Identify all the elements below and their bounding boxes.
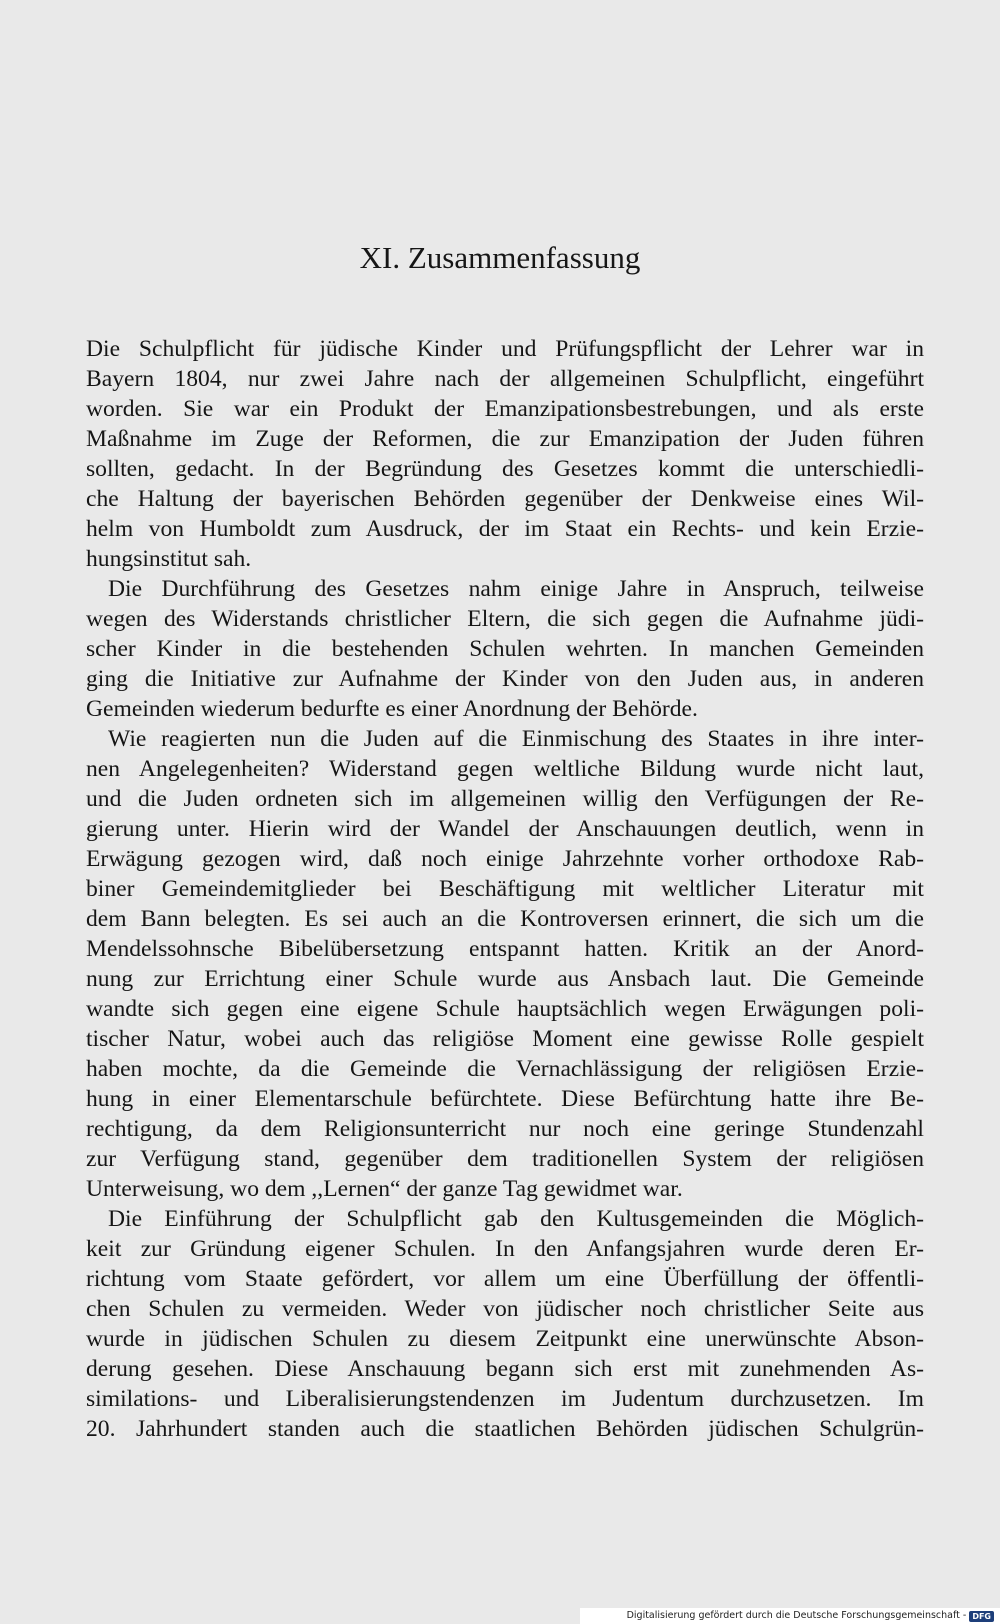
text-line: 20. Jahrhundert standen auch die staatlichen Behörden jüdischen Schulgrün- — [86, 1416, 924, 1442]
text-line: sollten, gedacht. In der Begründung des Gesetzes kommt die unterschiedli- — [86, 456, 924, 482]
text-line: zur Verfügung stand, gegenüber dem traditionellen System der religiösen — [86, 1146, 924, 1172]
text-line: biner Gemeindemitglieder bei Beschäftigung mit weltlicher Literatur mit — [86, 876, 924, 902]
text-line: wurde in jüdischen Schulen zu diesem Zeitpunkt eine unerwünschte Abson- — [86, 1326, 924, 1352]
text-line: nen Angelegenheiten? Widerstand gegen weltliche Bildung wurde nicht laut, — [86, 756, 924, 782]
text-line: richtung vom Staate gefördert, vor allem um eine Überfüllung der öffentli- — [86, 1266, 924, 1292]
footer-credit: Digitalisierung gefördert durch die Deutsche Forschungsgemeinschaft - — [626, 1610, 967, 1621]
text-line: Unterweisung, wo dem ,,Lernen“ der ganze Tag gewidmet war. — [86, 1176, 683, 1202]
text-line: wegen des Widerstands christlicher Eltern, die sich gegen die Aufnahme jüdi- — [86, 606, 924, 632]
chapter-title: XI. Zusammenfassung — [359, 240, 641, 275]
text-line: Die Durchführung des Gesetzes nahm einige Jahre in Anspruch, teilweise — [108, 576, 924, 602]
text-line: hung in einer Elementarschule befürchtete. Diese Befürchtung hatte ihre Be- — [86, 1086, 924, 1112]
text-line: dem Bann belegten. Es sei auch an die Kontroversen erinnert, die sich um die — [86, 906, 924, 932]
text-line: Die Schulpflicht für jüdische Kinder und Prüfungspflicht der Lehrer war in — [86, 336, 924, 362]
text-line: ging die Initiative zur Aufnahme der Kinder von den Juden aus, in anderen — [86, 666, 924, 692]
text-line: Gemeinden wiederum bedurfte es einer Anordnung der Behörde. — [86, 696, 698, 722]
digitization-footer — [580, 1608, 1000, 1624]
text-line: chen Schulen zu vermeiden. Weder von jüdischer noch christlicher Seite aus — [86, 1296, 924, 1322]
text-line: hungsinstitut sah. — [86, 546, 252, 572]
text-line: gierung unter. Hierin wird der Wandel der Anschauungen deutlich, wenn in — [86, 816, 924, 842]
text-line: similations- und Liberalisierungstendenzen im Judentum durchzusetzen. Im — [86, 1386, 924, 1412]
text-line: scher Kinder in die bestehenden Schulen wehrten. In manchen Gemeinden — [86, 636, 924, 662]
text-line: und die Juden ordneten sich im allgemeinen willig den Verfügungen der Re- — [86, 786, 924, 812]
text-line: Maßnahme im Zuge der Reformen, die zur Emanzipation der Juden führen — [86, 426, 924, 452]
text-line: Die Einführung der Schulpflicht gab den Kultusgemeinden die Möglich- — [108, 1206, 924, 1232]
text-line: Bayern 1804, nur zwei Jahre nach der allgemeinen Schulpflicht, eingeführt — [86, 366, 924, 392]
text-line: wandte sich gegen eine eigene Schule hauptsächlich wegen Erwägungen poli- — [86, 996, 924, 1022]
text-line: derung gesehen. Diese Anschauung begann sich erst mit zunehmenden As- — [86, 1356, 924, 1382]
text-line: nung zur Errichtung einer Schule wurde aus Ansbach laut. Die Gemeinde — [86, 966, 924, 992]
text-line: che Haltung der bayerischen Behörden gegenüber der Denkweise eines Wil- — [86, 486, 924, 512]
text-line: Wie reagierten nun die Juden auf die Einmischung des Staates in ihre inter- — [108, 726, 924, 752]
text-line: Mendelssohnsche Bibelübersetzung entspannt hatten. Kritik an der Anord- — [86, 936, 924, 962]
text-line: helm von Humboldt zum Ausdruck, der im Staat ein Rechts- und kein Erzie- — [86, 516, 924, 542]
body-text — [86, 334, 924, 1444]
text-line: tischer Natur, wobei auch das religiöse Moment eine gewisse Rolle gespielt — [86, 1026, 924, 1052]
text-line: haben mochte, da die Gemeinde die Vernachlässigung der religiösen Erzie- — [86, 1056, 924, 1082]
dfg-logo: DFG — [969, 1611, 994, 1622]
text-line: rechtigung, da dem Religionsunterricht nur noch eine geringe Stundenzahl — [86, 1116, 924, 1142]
text-line: Erwägung gezogen wird, daß noch einige Jahrzehnte vorher orthodoxe Rab- — [86, 846, 924, 872]
text-line: worden. Sie war ein Produkt der Emanzipationsbestrebungen, und als erste — [86, 396, 924, 422]
text-line: keit zur Gründung eigener Schulen. In den Anfangsjahren wurde deren Er- — [86, 1236, 924, 1262]
